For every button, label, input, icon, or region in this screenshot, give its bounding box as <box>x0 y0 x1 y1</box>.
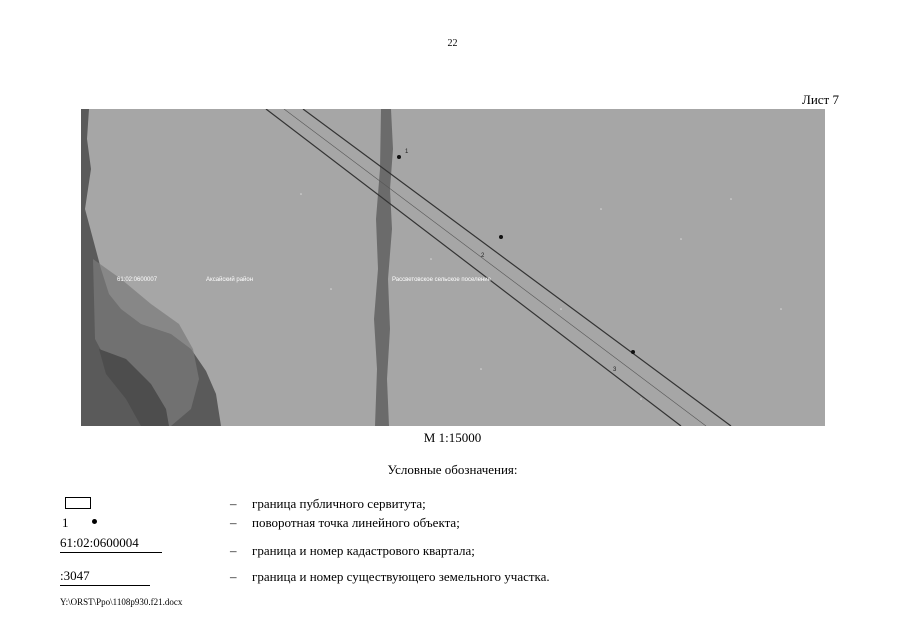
kadastr-quarter-symbol: 61:02:0600004 <box>60 535 162 553</box>
turning-point-symbol-number: 1 <box>62 515 69 530</box>
page-number: 22 <box>447 38 458 49</box>
legend-title: Условные обозначения: <box>387 462 518 477</box>
map-scale: М 1:15000 <box>423 430 482 445</box>
map-point-label-3: 3 <box>613 367 617 373</box>
turning-point-3 <box>631 350 635 354</box>
legend-row-servitude <box>0 496 905 514</box>
legend-text-turning-point: поворотная точка линейного объекта; <box>252 515 460 530</box>
legend-row-turning-point <box>0 515 905 533</box>
legend-dash: – <box>230 569 237 584</box>
turning-point-1 <box>397 155 401 159</box>
land-parcel-symbol: :3047 <box>60 568 150 586</box>
turning-point-2 <box>499 235 503 239</box>
legend-row-parcel <box>0 569 905 587</box>
file-path: Y:\ORST\Ppo\1108p930.f21.docx <box>60 597 183 607</box>
map-label-district: Аксайский район <box>206 277 254 283</box>
legend-text-servitude: граница публичного сервитута; <box>252 496 426 511</box>
legend-text-kadastr: граница и номер кадастрового квартала; <box>252 543 475 558</box>
map-point-label-1: 1 <box>405 149 409 155</box>
legend-dash: – <box>230 515 237 530</box>
map-point-label-2: 2 <box>481 253 485 259</box>
map-graphic <box>81 109 825 426</box>
map-label-kadastr: 61:02:0600007 <box>117 277 158 283</box>
sheet-label: Лист 7 <box>802 92 839 107</box>
map-image <box>81 109 825 426</box>
map-label-settlement: Рассветовское сельское поселение <box>392 277 491 283</box>
legend-dash: – <box>230 496 237 511</box>
legend-row-kadastr <box>0 543 905 561</box>
legend-dash: – <box>230 543 237 558</box>
legend-text-parcel: граница и номер существующего земельного участка. <box>252 569 550 584</box>
